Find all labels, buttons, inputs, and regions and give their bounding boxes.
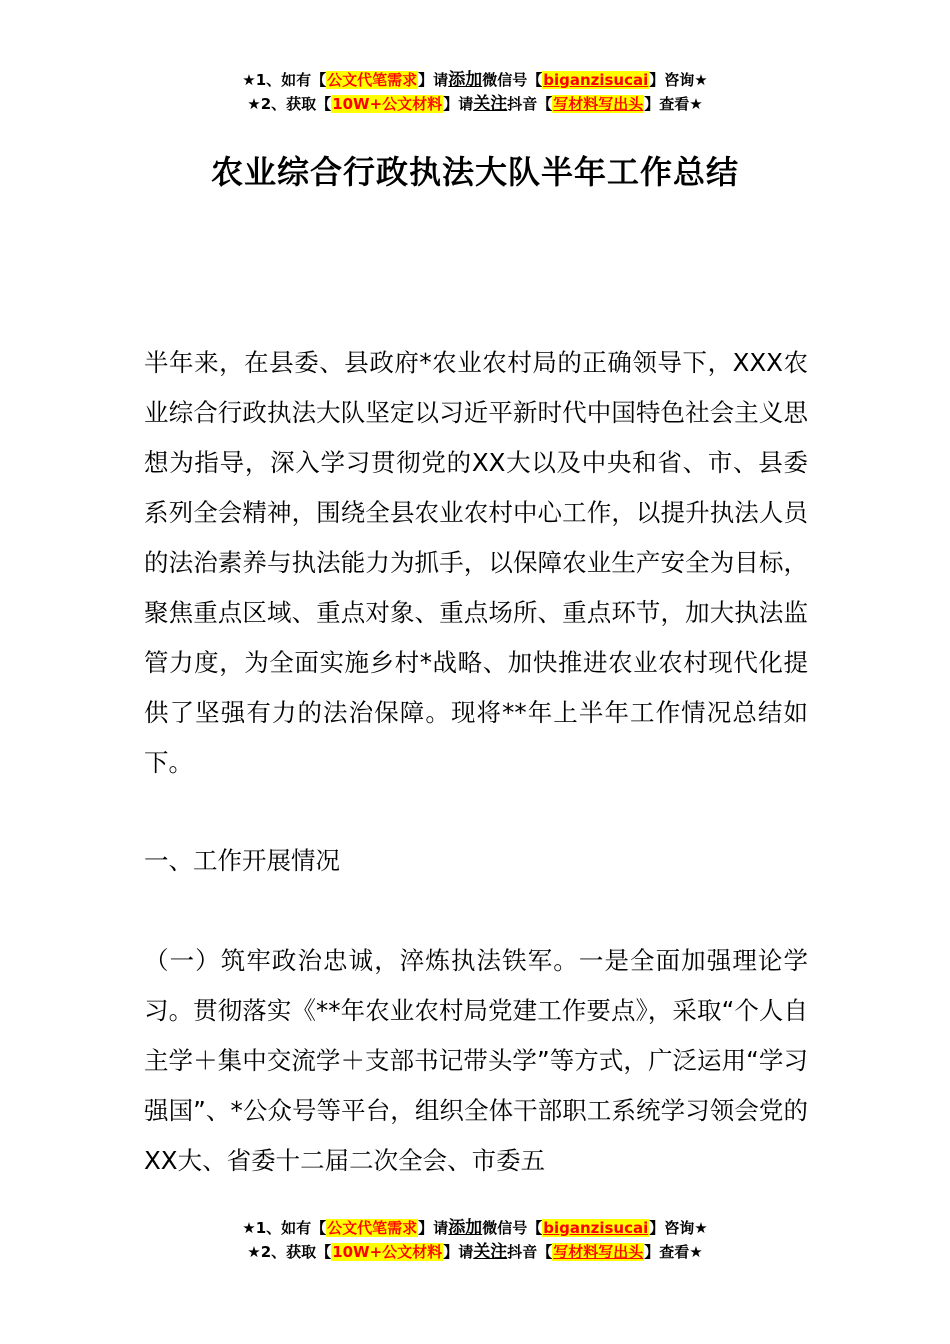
banner-line-1 — [0, 1216, 950, 1240]
banner-text: ★1、如有【 — [242, 1219, 327, 1237]
banner-text: 抖音【 — [507, 95, 553, 113]
banner-highlight: 10W+公文材料 — [332, 1243, 443, 1261]
banner-line-1 — [0, 68, 950, 92]
banner-text: 】请 — [443, 95, 474, 113]
footer-banner — [0, 1216, 950, 1264]
banner-text: 】请 — [418, 1219, 449, 1237]
banner-text: 微信号【 — [482, 71, 543, 89]
banner-emphasis: 关注 — [473, 1242, 508, 1262]
document-title: 农业综合行政执法大队半年工作总结 — [210, 153, 739, 191]
banner-text: 】查看★ — [644, 95, 703, 113]
banner-text: ★1、如有【 — [242, 71, 327, 89]
banner-text: 】咨询★ — [649, 1219, 708, 1237]
banner-wechat-id[interactable]: biganzisucai — [543, 1219, 649, 1237]
banner-text: 】请 — [418, 71, 449, 89]
banner-text: ★2、获取【 — [247, 1243, 332, 1261]
banner-douyin-id[interactable]: 写材料写出头 — [553, 95, 644, 113]
banner-text: 】请 — [443, 1243, 474, 1261]
banner-text: 】查看★ — [644, 1243, 703, 1261]
banner-line-2 — [0, 92, 950, 116]
section-heading: 一、工作开展情况 — [144, 846, 340, 875]
banner-highlight: 公文代笔需求 — [327, 71, 418, 89]
intro-paragraph: 半年来，在县委、县政府*农业农村局的正确领导下，XXX农业综合行政执法大队坚定以习近平新时代中国特色社会主义思想为指导，深入学习贯彻党的XX大以及中央和省、市、县委系列全会精神，围绕全县农业农村中心工作，以提升执法人员的法治素养与执法能力为抓手，以保障农业生产安全为目标，聚焦重点区域、重点对象、重点场所、重点环节，加大执法监管力度，为全面实施乡村*战略、加快推进农业农村现代化提供了坚强有力的法治保障。现将**年上半年工作情况总结如下。 — [144, 348, 808, 777]
banner-douyin-id[interactable]: 写材料写出头 — [553, 1243, 644, 1261]
banner-text: 微信号【 — [482, 1219, 543, 1237]
banner-line-2 — [0, 1240, 950, 1264]
banner-highlight: 10W+公文材料 — [332, 95, 443, 113]
banner-emphasis: 关注 — [473, 94, 508, 114]
banner-highlight: 公文代笔需求 — [327, 1219, 418, 1237]
banner-emphasis: 添加 — [448, 70, 483, 90]
banner-text: ★2、获取【 — [247, 95, 332, 113]
header-banner — [0, 68, 950, 116]
banner-text: 】咨询★ — [649, 71, 708, 89]
banner-wechat-id[interactable]: biganzisucai — [543, 71, 649, 89]
banner-text: 抖音【 — [507, 1243, 553, 1261]
banner-emphasis: 添加 — [448, 1218, 483, 1238]
section-paragraph: （一）筑牢政治忠诚，淬炼执法铁军。一是全面加强理论学习。贯彻落实《**年农业农村局党建工作要点》，采取“个人自主学＋集中交流学＋支部书记带头学”等方式，广泛运用“学习强国”、*公众号等平台，组织全体干部职工系统学习领会党的XX大、省委十二届二次全会、市委五 — [144, 946, 808, 1175]
